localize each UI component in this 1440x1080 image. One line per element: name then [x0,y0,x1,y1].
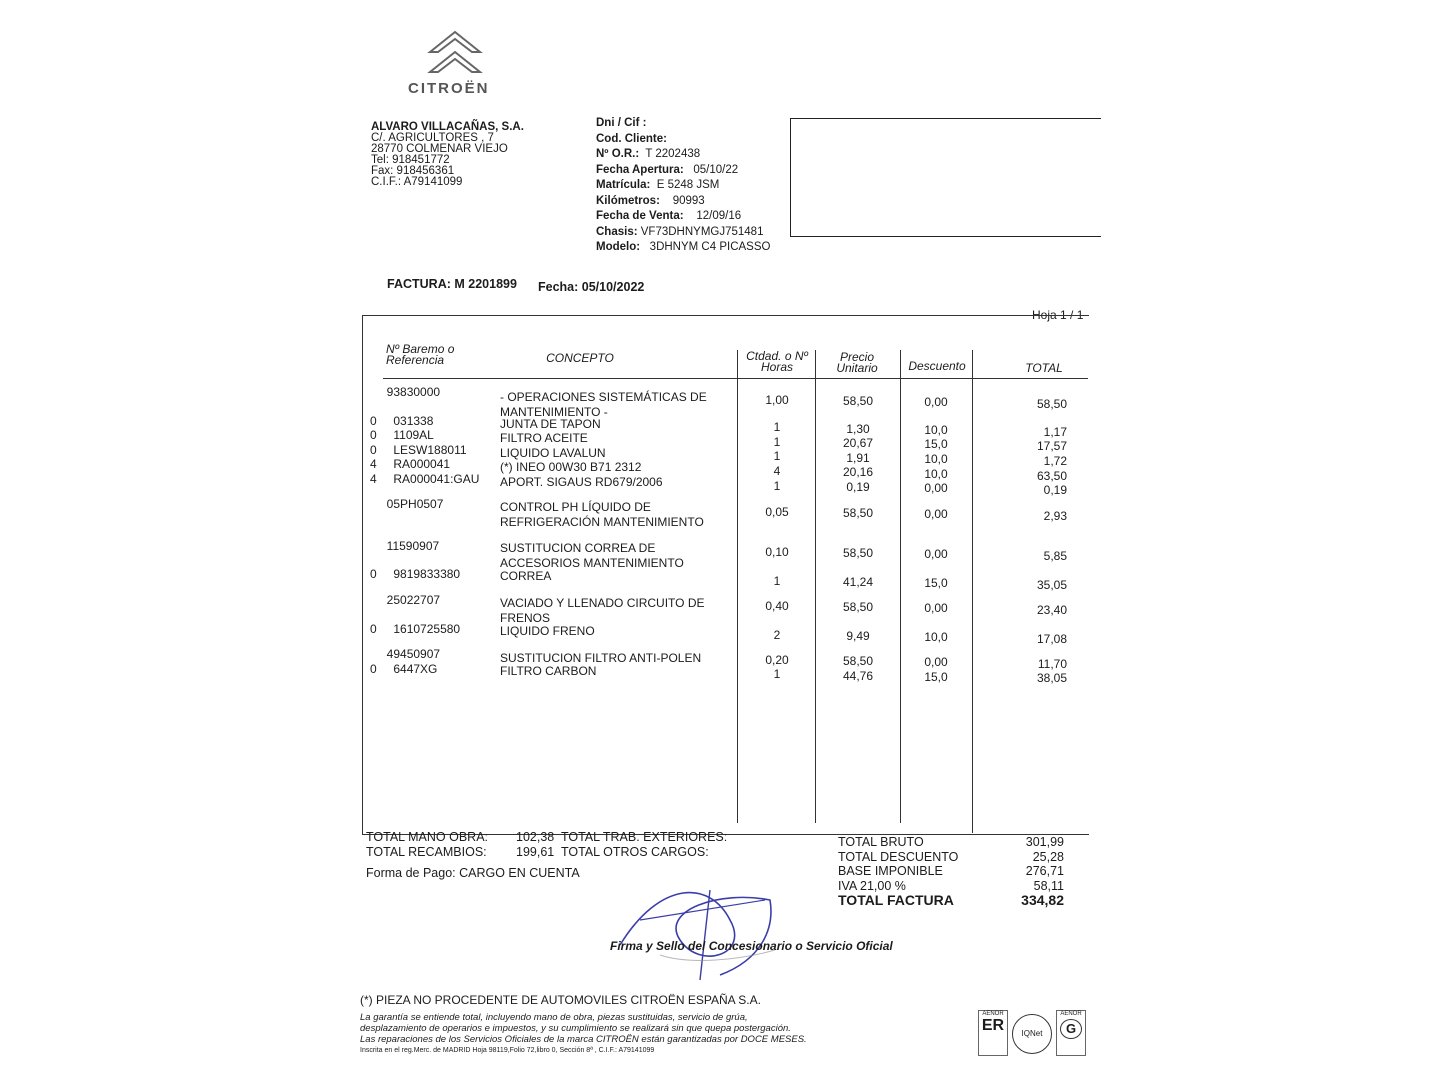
meta-value: E 5248 JSM [656,179,720,191]
total-label: TOTAL MANO OBRA: [366,830,489,844]
row-precio: 58,50 [842,506,874,520]
row-prefix: 4 [370,457,377,471]
totals-right [838,835,1064,908]
row-precio: 20,67 [842,436,874,450]
row-concepto: LIQUIDO LAVALUN [500,446,606,460]
row-qty: 0,05 [765,505,789,519]
total-label: BASE IMPONIBLE [838,864,943,878]
row-prefix: 0 [370,567,377,581]
legal-line: desplazamiento de operarios e impuestos, y su cumplimiento se realizará sin que quepa postergación. [360,1023,791,1034]
row-descuento: 0,00 [924,601,948,615]
cert-label: AENOR [1060,1011,1082,1017]
col-header-precio: Precio Unitario [836,350,878,375]
total-label: TOTAL TRAB. EXTERIORES: [560,830,728,844]
row-qty: 4 [773,464,781,478]
meta-label: Nº O.R.: [596,148,640,160]
row-descuento: 15,0 [924,437,948,451]
row-ref-value: 031338 [393,414,434,428]
factura-value: M 2201899 [454,277,517,291]
row-qty: 0,20 [765,653,789,667]
payment-method: Forma de Pago: CARGO EN CUENTA [366,866,580,880]
row-ref [370,497,495,512]
row-qty: 2 [773,628,781,642]
dealer-address [371,122,524,188]
total-label: TOTAL RECAMBIOS: [366,844,487,859]
row-qty: 0,10 [765,545,789,559]
signature-stamp [600,860,820,990]
row-precio: 58,50 [842,394,874,408]
invoice-date [538,280,644,294]
row-qty: 1 [773,435,781,449]
row-total: 35,05 [1036,578,1067,592]
legal-line: La garantía se entiende total, incluyendo mano de obra, piezas sustituidas, servicio de grúa, [360,1012,748,1023]
invoice-number [387,277,517,291]
row-precio: 58,50 [842,600,874,614]
row-prefix: 0 [370,443,377,457]
row-ref-value: LESW188011 [393,443,467,457]
row-ref [370,414,495,429]
row-qty: 0,40 [765,599,789,613]
total-factura-value: 334,82 [1021,892,1064,908]
meta-value: 12/09/16 [696,210,742,222]
row-ref-value: 93830000 [386,385,441,399]
total-value: 25,28 [1032,849,1064,864]
row-concepto: CONTROL PH LÍQUIDO DE REFRIGERACIÓN MANTENIMIENTO [500,500,704,529]
row-descuento: 15,0 [924,576,948,590]
aenor-er-badge: AENOR ER [978,1010,1008,1056]
row-ref-value: 1610725580 [393,622,461,636]
row-ref-value: RA000041:GAU [393,472,480,486]
row-concepto: SUSTITUCION CORREA DE ACCESORIOS MANTENIMIENTO [500,541,684,570]
meta-label: Modelo: [596,241,641,253]
row-qty: 1,00 [765,393,789,407]
meta-label: Fecha de Venta: [596,210,684,222]
row-prefix: 0 [370,414,377,428]
row-concepto: JUNTA DE TAPON [500,417,601,431]
row-total: 17,08 [1036,632,1067,646]
row-concepto: CORREA [500,569,552,583]
row-ref [370,539,495,554]
row-descuento: 10,0 [924,452,948,466]
row-descuento: 15,0 [924,670,948,684]
row-qty: 1 [773,449,781,463]
row-qty: 1 [773,479,781,493]
row-total: 0,19 [1043,483,1067,497]
total-label: TOTAL BRUTO [838,835,924,849]
row-qty: 1 [773,574,781,588]
vehicle-meta [596,116,770,256]
meta-label: Chasis: [596,225,638,238]
meta-label: Fecha Apertura: [596,163,684,176]
aenor-gestion-badge: AENOR G [1056,1010,1086,1056]
row-ref [370,662,495,677]
meta-label: Dni / Cif : [596,117,647,129]
row-ref-value: 49450907 [386,647,441,661]
row-ref-value: 11590907 [386,539,440,553]
legal-line: Inscrita en el reg.Merc. de MADRID Hoja 98119,Folio 72,libro 0, Sección 8ª , C.I.F.: A79141099 [360,1047,655,1054]
meta-label: Cod. Cliente: [596,132,667,145]
cert-label: AENOR [982,1011,1004,1017]
row-precio: 9,49 [846,629,870,643]
row-prefix: 0 [370,622,377,636]
row-ref [370,385,495,400]
row-descuento: 10,0 [924,630,948,644]
dealer-line: Tel: 918451772 [371,154,450,166]
row-precio: 58,50 [842,546,874,560]
meta-value: 90993 [672,194,705,207]
column-divider [737,350,738,823]
total-label: TOTAL OTROS CARGOS: [560,844,709,859]
row-total: 1,17 [1043,425,1067,439]
table-header-divider [383,378,1088,379]
row-descuento: 0,00 [924,507,948,521]
total-value: 301,99 [1025,835,1064,849]
col-header-descuento: Descuento [908,359,966,373]
row-descuento: 10,0 [924,423,948,437]
dealer-line: ALVARO VILLACAÑAS, S.A. [371,121,524,133]
brand-logo-text: CITROËN [408,80,490,97]
meta-value: 05/10/22 [693,163,739,176]
row-prefix: 0 [370,662,377,676]
row-precio: 1,30 [846,422,870,436]
row-precio: 20,16 [842,465,874,479]
row-ref [370,622,495,637]
row-ref [370,457,495,472]
row-prefix: 4 [370,472,377,486]
col-header-cantidad: Ctdad. o Nº Horas [746,349,808,374]
pieza-note: (*) PIEZA NO PROCEDENTE DE AUTOMOVILES CITROËN ESPAÑA S.A. [360,993,761,1007]
row-descuento: 0,00 [924,395,948,409]
page-count: Hoja 1 / 1 [1032,308,1084,322]
total-value: 276,71 [1025,864,1064,878]
row-concepto: (*) INEO 00W30 B71 2312 [500,460,642,474]
row-precio: 0,19 [846,480,870,494]
row-ref [370,443,495,458]
row-concepto: VACIADO Y LLENADO CIRCUITO DE FRENOS [500,596,705,625]
legal-line: Las reparaciones de los Servicios Oficiales de la marca CITROËN están garantizadas por DOCE MESES. [360,1034,807,1045]
row-total: 2,93 [1043,509,1067,523]
row-ref [370,472,495,487]
total-label: IVA 21,00 % [838,878,906,893]
row-concepto: - OPERACIONES SISTEMÁTICAS DE MANTENIMIENTO - [500,390,707,419]
row-descuento: 0,00 [924,655,948,669]
meta-value: 3DHNYM C4 PICASSO [649,241,771,253]
row-concepto: LIQUIDO FRENO [500,624,595,638]
row-concepto: APORT. SIGAUS RD679/2006 [500,475,663,489]
row-ref [370,567,495,582]
fecha-value: 05/10/2022 [581,280,645,294]
row-total: 11,70 [1037,657,1067,671]
dealer-line: C.I.F.: A79141099 [371,176,463,188]
fecha-label: Fecha: [538,280,579,294]
total-label: TOTAL DESCUENTO [838,849,959,864]
row-precio: 41,24 [842,575,874,589]
col-header-total: TOTAL [1025,361,1063,375]
row-ref [370,428,495,443]
meta-value: VF73DHNYMGJ751481 [640,225,764,238]
row-precio: 44,76 [842,669,874,683]
row-ref-value: 25022707 [386,593,441,607]
total-value: 199,61 [516,844,555,859]
total-factura-label: TOTAL FACTURA [838,892,954,908]
row-concepto: FILTRO CARBON [500,664,597,678]
signature-caption: Firma y Sello del Concesionario o Servicio Oficial [610,939,893,953]
row-total: 5,85 [1043,549,1067,563]
row-precio: 58,50 [842,654,874,668]
col-header-ref: Nº Baremo o Referencia [386,342,455,367]
row-descuento: 0,00 [924,481,948,495]
legal-text [360,1012,807,1056]
factura-label: FACTURA: [387,277,451,291]
row-total: 17,57 [1036,439,1067,453]
total-value: 102,38 [516,830,555,844]
iqnet-badge: IQNet [1012,1014,1052,1054]
row-descuento: 10,0 [924,467,948,481]
dealer-line: C/. AGRICULTORES , 7 [371,132,494,144]
dealer-line: 28770 COLMENAR VIEJO [371,143,508,155]
row-ref-value: RA000041 [393,457,451,471]
row-qty: 1 [773,667,781,681]
row-ref-value: 05PH0507 [386,497,444,511]
customer-address-box [790,118,1101,237]
row-concepto: FILTRO ACEITE [500,431,588,445]
row-total: 1,72 [1043,454,1067,468]
totals-left [366,830,727,859]
row-prefix: 0 [370,428,377,442]
row-ref-value: 9819833380 [393,567,461,581]
row-ref-value: 6447XG [393,662,438,676]
meta-value: T 2202438 [645,148,701,160]
meta-label: Matrícula: [596,179,651,191]
row-total: 38,05 [1036,671,1067,685]
row-total: 58,50 [1036,397,1067,411]
row-ref [370,647,495,662]
row-total: 63,50 [1036,469,1067,483]
total-value: 58,11 [1033,878,1064,893]
row-ref-value: 1109AL [393,428,434,442]
row-total: 23,40 [1036,603,1067,617]
row-qty: 1 [773,420,781,434]
col-header-concepto: CONCEPTO [546,351,614,365]
row-descuento: 0,00 [924,547,948,561]
row-precio: 1,91 [846,451,870,465]
column-divider [972,350,973,833]
row-ref [370,593,495,608]
row-concepto: SUSTITUCION FILTRO ANTI-POLEN [500,651,702,665]
meta-label: Kilómetros: [596,194,660,207]
dealer-line: Fax: 918456361 [371,165,455,177]
